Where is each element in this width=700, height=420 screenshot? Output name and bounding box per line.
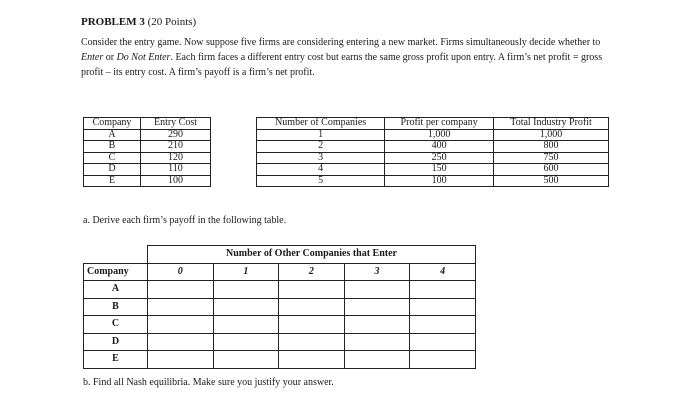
payoff-cell bbox=[213, 351, 279, 369]
table-row bbox=[84, 141, 211, 153]
entry-cost-cell: 290 bbox=[141, 129, 211, 141]
company-header: Company bbox=[84, 263, 148, 281]
company-cell: C bbox=[84, 316, 148, 334]
do-not-enter-term: Do Not Enter bbox=[116, 52, 171, 63]
corner-cell bbox=[84, 246, 148, 264]
table-row bbox=[84, 164, 211, 176]
profit-per-company-cell: 150 bbox=[385, 164, 494, 176]
table-row bbox=[84, 316, 476, 334]
company-cell: A bbox=[84, 281, 148, 299]
table-row bbox=[84, 298, 476, 316]
entry-cost-cell: 210 bbox=[141, 141, 211, 153]
company-cell: C bbox=[84, 152, 141, 164]
payoff-cell bbox=[410, 333, 476, 351]
column-header: 0 bbox=[148, 263, 214, 281]
enter-term: Enter bbox=[81, 52, 104, 63]
payoff-cell bbox=[279, 281, 345, 299]
table-row bbox=[84, 152, 211, 164]
table-row bbox=[257, 164, 609, 176]
payoff-cell bbox=[344, 298, 410, 316]
table-header-row bbox=[257, 118, 609, 130]
num-companies-cell: 5 bbox=[257, 175, 385, 187]
column-header: 1 bbox=[213, 263, 279, 281]
company-cell: E bbox=[84, 175, 141, 187]
payoff-cell bbox=[279, 333, 345, 351]
question-b: b. Find all Nash equilibria. Make sure you justify your answer. bbox=[83, 377, 334, 388]
total-profit-cell: 600 bbox=[494, 164, 609, 176]
payoff-cell bbox=[279, 351, 345, 369]
payoff-cell bbox=[410, 351, 476, 369]
company-cell: D bbox=[84, 333, 148, 351]
problem-description bbox=[81, 35, 611, 80]
table-row bbox=[84, 175, 211, 187]
profit-per-company-cell: 400 bbox=[385, 141, 494, 153]
payoff-cell bbox=[213, 316, 279, 334]
table-row bbox=[84, 281, 476, 299]
entry-cost-table bbox=[83, 117, 211, 187]
problem-label: PROBLEM 3 bbox=[81, 16, 145, 28]
table-row bbox=[257, 152, 609, 164]
question-a: a. Derive each firm’s payoff in the following table. bbox=[83, 215, 287, 226]
entry-cost-cell: 110 bbox=[141, 164, 211, 176]
company-cell: D bbox=[84, 164, 141, 176]
company-cell: B bbox=[84, 141, 141, 153]
intro-text-1: Consider the entry game. Now suppose five firms are considering entering a new market. Firms simultaneously decide whether to bbox=[81, 37, 601, 48]
group-header: Number of Other Companies that Enter bbox=[148, 246, 476, 264]
table-row bbox=[84, 333, 476, 351]
company-cell: A bbox=[84, 129, 141, 141]
total-profit-cell: 750 bbox=[494, 152, 609, 164]
payoff-cell bbox=[344, 351, 410, 369]
payoff-cell bbox=[148, 351, 214, 369]
payoff-cell bbox=[213, 281, 279, 299]
table-row bbox=[84, 351, 476, 369]
column-header: Number of Companies bbox=[257, 118, 385, 130]
profit-per-company-cell: 1,000 bbox=[385, 129, 494, 141]
payoff-cell bbox=[410, 298, 476, 316]
column-header: Entry Cost bbox=[141, 118, 211, 130]
column-header: Profit per company bbox=[385, 118, 494, 130]
company-cell: B bbox=[84, 298, 148, 316]
entry-cost-cell: 120 bbox=[141, 152, 211, 164]
payoff-cell bbox=[148, 281, 214, 299]
total-profit-cell: 1,000 bbox=[494, 129, 609, 141]
num-companies-cell: 2 bbox=[257, 141, 385, 153]
payoff-cell bbox=[410, 281, 476, 299]
column-header: Total Industry Profit bbox=[494, 118, 609, 130]
payoff-cell bbox=[148, 316, 214, 334]
profit-per-company-cell: 100 bbox=[385, 175, 494, 187]
table-row bbox=[84, 129, 211, 141]
intro-or: or bbox=[103, 52, 117, 63]
group-header-row bbox=[84, 246, 476, 264]
intro-text-2: . Each firm faces a different entry cost but earns the same gross profit upon entry. A firm’s net profit = gross profit – its entry cost. A firm’s payoff is a firm’s net profit. bbox=[81, 52, 603, 78]
profit-per-company-cell: 250 bbox=[385, 152, 494, 164]
problem-points: (20 Points) bbox=[147, 16, 197, 28]
profit-table bbox=[256, 117, 609, 187]
total-profit-cell: 800 bbox=[494, 141, 609, 153]
payoff-cell bbox=[213, 333, 279, 351]
payoff-cell bbox=[344, 281, 410, 299]
num-companies-cell: 4 bbox=[257, 164, 385, 176]
table-row bbox=[257, 141, 609, 153]
entry-cost-cell: 100 bbox=[141, 175, 211, 187]
payoff-cell bbox=[344, 316, 410, 334]
payoff-cell bbox=[410, 316, 476, 334]
column-header: 4 bbox=[410, 263, 476, 281]
column-header: 2 bbox=[279, 263, 345, 281]
table-header-row bbox=[84, 263, 476, 281]
column-header: 3 bbox=[344, 263, 410, 281]
total-profit-cell: 500 bbox=[494, 175, 609, 187]
table-row bbox=[257, 175, 609, 187]
num-companies-cell: 3 bbox=[257, 152, 385, 164]
payoff-cell bbox=[279, 298, 345, 316]
table-header-row bbox=[84, 118, 211, 130]
column-header: Company bbox=[84, 118, 141, 130]
payoff-cell bbox=[213, 298, 279, 316]
payoff-table bbox=[83, 245, 476, 369]
problem-title bbox=[81, 16, 196, 28]
payoff-cell bbox=[279, 316, 345, 334]
payoff-cell bbox=[344, 333, 410, 351]
payoff-cell bbox=[148, 333, 214, 351]
table-row bbox=[257, 129, 609, 141]
num-companies-cell: 1 bbox=[257, 129, 385, 141]
company-cell: E bbox=[84, 351, 148, 369]
payoff-cell bbox=[148, 298, 214, 316]
